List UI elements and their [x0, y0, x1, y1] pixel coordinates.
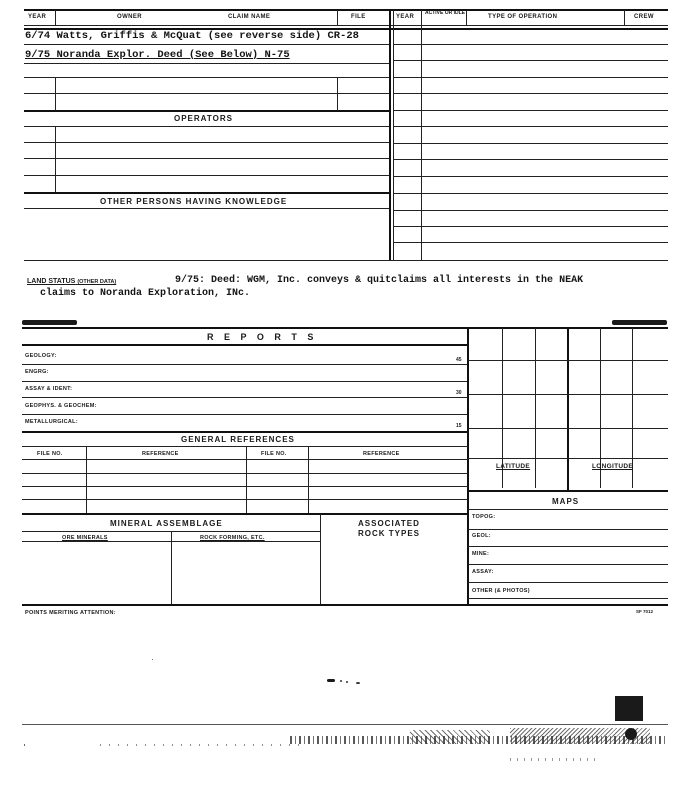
- header-type-of-operation: TYPE OF OPERATION: [488, 14, 558, 20]
- scale-number: 30: [456, 390, 462, 396]
- mineral-assemblage-title: MINERAL ASSEMBLAGE: [110, 519, 223, 528]
- header-file: FILE: [351, 14, 366, 20]
- maps-mine: MINE:: [472, 551, 490, 557]
- scale-number: 15: [456, 423, 462, 429]
- rock-forming-header: ROCK FORMING, ETC.: [200, 535, 265, 541]
- maps-title: MAPS: [552, 497, 580, 506]
- claim-entry: 6/74 Watts, Griffis & McQuat (see reverse side) CR-28: [25, 30, 359, 42]
- maps-other: OTHER (& PHOTOS): [472, 588, 530, 594]
- land-status-line-1: 9/75: Deed: WGM, Inc. conveys & quitclaims all interests in the NEAK: [175, 275, 584, 286]
- header-owner: OWNER: [117, 14, 142, 20]
- ref-header-reference-2: REFERENCE: [363, 451, 400, 457]
- header-year: YEAR: [28, 14, 47, 20]
- ref-header-reference: REFERENCE: [142, 451, 179, 457]
- points-label: POINTS MERITING ATTENTION:: [25, 610, 116, 616]
- claim-entry: 9/75 Noranda Explor. Deed (See Below) N-75: [25, 49, 290, 61]
- ref-header-file-no: FILE NO.: [37, 451, 63, 457]
- maps-geol: GEOL:: [472, 533, 491, 539]
- maps-topog: TOPOG:: [472, 514, 496, 520]
- header-claim-name: CLAIM NAME: [228, 14, 271, 20]
- report-metallurgical: METALLURGICAL:: [25, 419, 78, 425]
- ore-minerals-header: ORE MINERALS: [62, 535, 108, 541]
- longitude-label: LONGITUDE: [592, 463, 633, 470]
- land-status-sublabel: (OTHER DATA): [77, 279, 117, 285]
- form-number: SF 7012: [636, 609, 654, 614]
- land-status-line-2: claims to Noranda Exploration, INc.: [40, 288, 251, 299]
- header-active-idle: ACTIVE OR IDLE: [425, 10, 466, 16]
- header-crew: CREW: [634, 14, 654, 20]
- associated-line-2: ROCK TYPES: [358, 529, 421, 538]
- general-references-title: GENERAL REFERENCES: [181, 435, 295, 444]
- header-year-2: YEAR: [396, 14, 415, 20]
- reports-title: R E P O R T S: [207, 332, 318, 342]
- scale-number: 45: [456, 357, 462, 363]
- other-persons-title: OTHER PERSONS HAVING KNOWLEDGE: [100, 197, 288, 206]
- maps-assay: ASSAY:: [472, 569, 494, 575]
- land-status-label: LAND STATUS: [27, 278, 76, 285]
- ref-header-file-no-2: FILE NO.: [261, 451, 287, 457]
- report-geophys: GEOPHYS. & GEOCHEM:: [25, 403, 97, 409]
- latitude-label: LATITUDE: [496, 463, 531, 470]
- report-assay: ASSAY & IDENT:: [25, 386, 73, 392]
- operators-title: OPERATORS: [174, 114, 233, 123]
- associated-line-1: ASSOCIATED: [358, 519, 420, 528]
- report-geology: GEOLOGY:: [25, 353, 57, 359]
- report-engrg: ENGRG:: [25, 369, 49, 375]
